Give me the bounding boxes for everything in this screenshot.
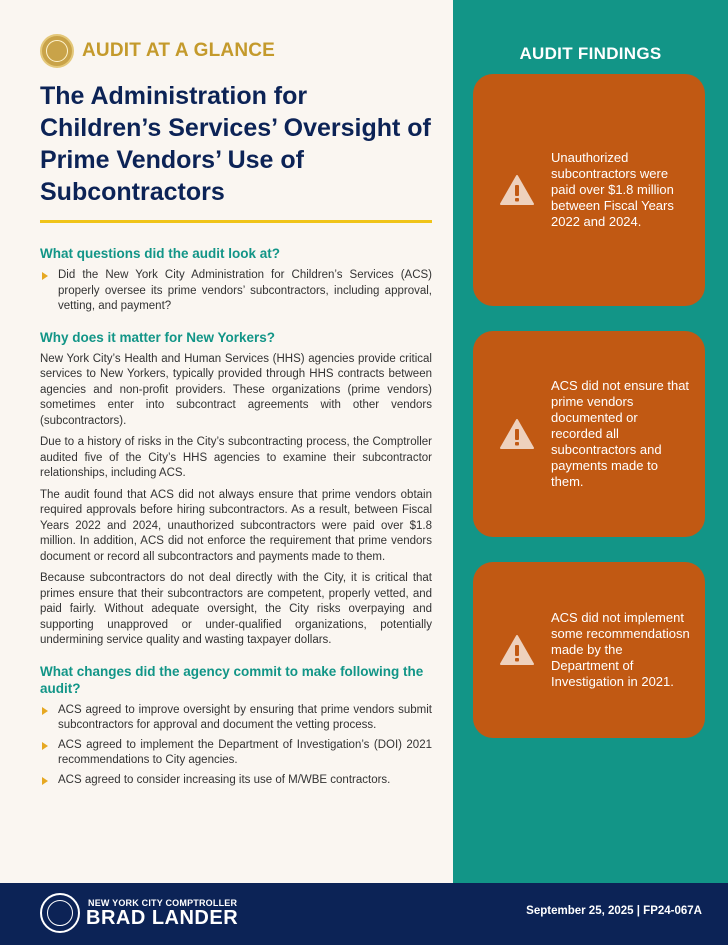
findings-panel [453,0,728,883]
footer-org: NEW YORK CITY COMPTROLLER [88,898,238,908]
page-title: The Administration for Children’s Services’ Oversight of Prime Vendors’ Use of Subcontractors [40,82,431,206]
paragraph: The audit found that ACS did not always ensure that prime vendors obtain required approvals before hiring subcontractors. As a result, between Fiscal Years 2022 and 2024, unauthorized subcontractors were paid over $1.8 million. In addition, ACS did not enforce the requirement that prime vendors document or record all subcontractors and payments made to them. [40,488,432,563]
list-item: ACS agreed to improve oversight by ensuring that prime vendors submit subcontractors for approval and document the vetting process. [40,703,432,734]
warning-icon [499,174,535,206]
kicker-row [40,34,429,68]
questions-list [40,268,432,315]
section-heading-why-matters: Why does it matter for New Yorkers? [40,329,276,345]
section-heading-questions: What questions did the audit look at? [40,246,280,261]
kicker-label: AUDIT AT A GLANCE [82,40,276,61]
warning-icon [499,418,535,450]
bullet-arrow-icon [42,742,48,750]
bullet-arrow-icon [42,272,48,280]
list-item: ACS agreed to consider increasing its use of M/WBE contractors. [40,773,432,789]
finding-card [473,74,705,306]
findings-heading: AUDIT FINDINGS [519,44,662,63]
paragraph: Because subcontractors do not deal directly with the City, it is critical that primes ensure that their subcontractors are competent, properly vetted, and paid fairly. Without adequate oversight, the City risks overpaying and supporting unapproved or under-qualified organizations, potentially undermining service quality and wasting taxpayer dollars. [40,572,432,646]
paragraph: Due to a history of risks in the City’s subcontracting process, the Comptroller audited five of the City’s HHS agencies to examine their subcontractor relationships, including ACS. [40,436,432,479]
paragraph: New York City’s Health and Human Services (HHS) agencies provide critical services to New Yorkers, typically provided through HHS contracts between agencies and non-profit providers. These organizations (prime vendors) sometimes enter into subcontract agreements with other vendors (subcontractors). [40,352,432,427]
comptroller-seal-icon [40,34,74,68]
list-item: ACS agreed to implement the Department of Investigation’s (DOI) 2021 recommendations to City agencies. [40,738,432,769]
finding-text: Unauthorized subcontractors were paid over $1.8 million between Fiscal Years 2022 and 2024. [551,150,674,229]
section-heading-changes: What changes did the agency commit to make following the audit? [40,663,424,696]
finding-text: ACS did not ensure that prime vendors documented or recorded all subcontractors and payments made to them. [551,378,690,489]
finding-card [473,331,705,537]
footer-bar [0,883,728,945]
warning-icon [499,634,535,666]
footer-date-ref: September 25, 2025 | FP24-067A [526,905,702,917]
title-divider [40,220,432,223]
finding-text: ACS did not implement some recommendatiosn made by the Department of Investigation in 2021. [551,610,690,689]
finding-card [473,562,705,738]
footer-name: BRAD LANDER [86,907,239,929]
bullet-arrow-icon [42,707,48,715]
changes-list [40,703,432,789]
nyc-seal-icon [40,893,80,933]
list-item: Did the New York City Administration for Children’s Services (ACS) properly oversee its prime vendors’ subcontractors, including approval, vetting, and payment? [40,268,432,315]
bullet-arrow-icon [42,777,48,785]
